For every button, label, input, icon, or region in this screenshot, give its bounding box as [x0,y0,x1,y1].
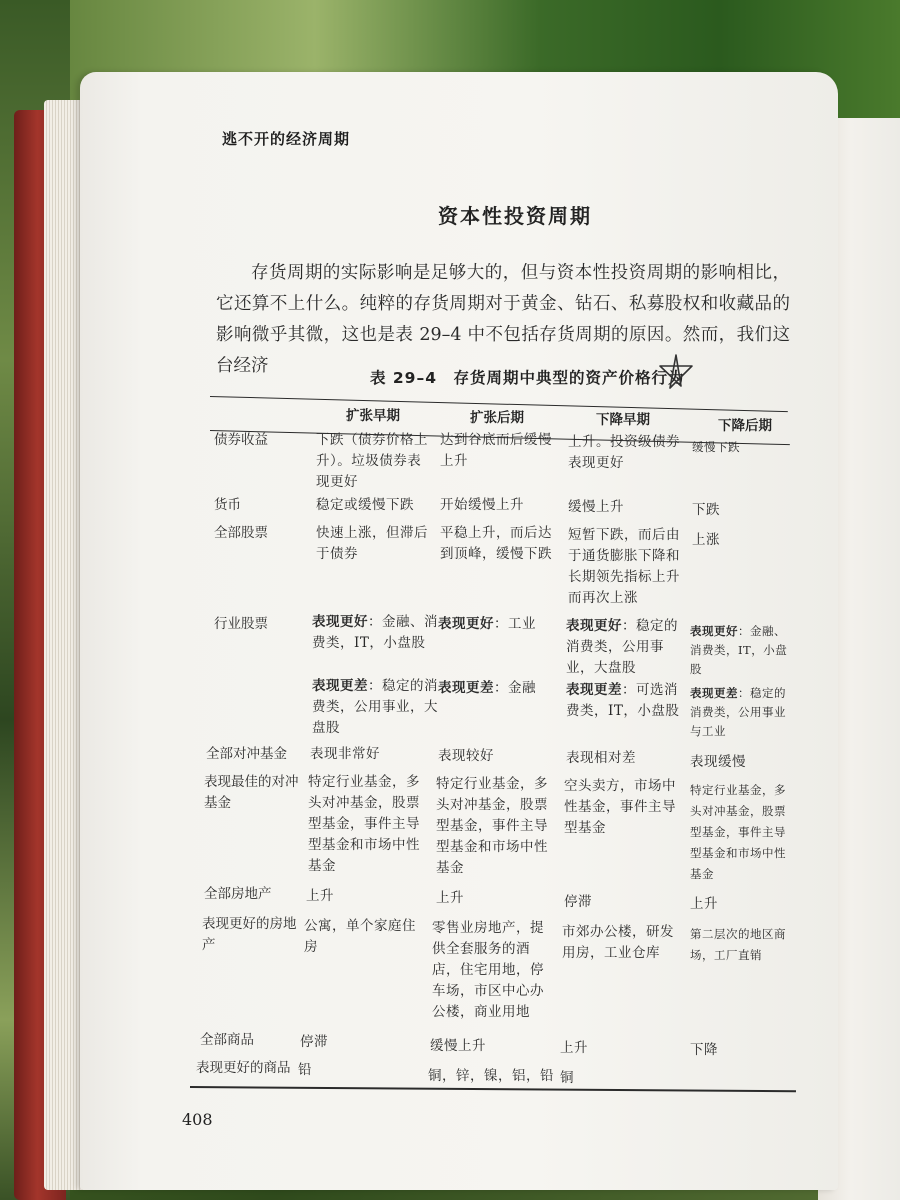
header-late-expansion: 扩张后期 [470,410,524,426]
value-better: 工业 [508,616,536,632]
cell-realestate-late-expansion: 上升 [436,890,464,906]
cell-better-re-early-expansion: 公寓，单个家庭住房 [304,918,416,955]
cell-sector-worse-early-decline: 表现更差：可选消费类，IT，小盘股 [566,682,680,719]
label-better: 表现更好 [690,624,738,638]
value-better: 金融、消费类，IT，小盘股 [690,624,788,676]
row-label-currency: 货币 [214,497,241,513]
hand-drawn-star-icon [656,352,696,392]
cell-sector-worse-late-decline: 表现更差：稳定的消费类，公用事业与工业 [690,686,786,738]
row-label-better-real-estate: 表现更好的房地产 [202,916,297,953]
cell-hedge-early-expansion: 表现非常好 [310,746,380,762]
cell-realestate-late-decline: 上升 [690,896,718,912]
cell-sector-better-late-decline: 表现更好：金融、消费类，IT，小盘股 [690,624,788,676]
label-better: 表现更好 [312,614,368,630]
cell-currency-early-decline: 缓慢上升 [568,499,624,515]
label-worse: 表现更差 [566,682,622,698]
cell-best-hedge-late-expansion: 特定行业基金，多头对冲基金，股票型基金，事件主导型基金和市场中性基金 [436,776,548,876]
cell-sector-better-early-expansion: 表现更好：金融、消费类，IT，小盘股 [312,614,438,651]
cell-realestate-early-expansion: 上升 [306,888,334,904]
cell-sector-worse-late-expansion: 表现更差：金融 [438,680,536,696]
cell-commodities-early-decline: 上升 [560,1040,588,1056]
cell-stocks-late-decline: 上涨 [692,532,720,548]
cell-bond-early-decline: 上升。投资级债券表现更好 [568,434,680,471]
label-worse: 表现更差 [438,680,494,696]
header-early-expansion: 扩张早期 [346,408,400,424]
header-early-decline: 下降早期 [596,412,650,428]
cell-better-commodities-early-expansion: 铅 [298,1062,312,1078]
value-worse: 金融 [508,680,536,696]
row-label-all-commodities: 全部商品 [200,1032,254,1048]
cell-better-re-early-decline: 市郊办公楼，研发用房，工业仓库 [562,924,674,961]
cell-bond-late-expansion: 达到谷底而后缓慢上升 [440,432,552,469]
row-label-best-hedge-funds: 表现最佳的对冲基金 [204,774,299,811]
cell-stocks-early-expansion: 快速上涨，但滞后于债券 [316,525,428,562]
label-better: 表现更好 [566,618,622,634]
cell-sector-better-late-expansion: 表现更好：工业 [438,616,536,632]
row-label-bond-yield: 债券收益 [214,432,268,448]
cell-currency-early-expansion: 稳定或缓慢下跌 [316,497,414,513]
header-late-decline: 下降后期 [718,418,772,434]
row-label-all-stocks: 全部股票 [214,525,268,541]
cell-currency-late-expansion: 开始缓慢上升 [440,497,524,513]
row-label-all-real-estate: 全部房地产 [204,886,272,902]
running-head: 逃不开的经济周期 [222,130,351,148]
value-worse: 可选消费类，IT，小盘股 [566,682,680,719]
cell-realestate-early-decline: 停滞 [564,894,592,910]
table-caption: 表 29–4 存货周期中典型的资产价格行为 [370,369,685,387]
cell-sector-worse-early-expansion: 表现更差：稳定的消费类，公用事业，大盘股 [312,678,438,736]
label-worse: 表现更差 [312,678,368,694]
cell-bond-late-decline: 缓慢下跌 [692,440,740,454]
label-worse: 表现更差 [690,686,738,700]
cell-commodities-late-decline: 下降 [690,1042,718,1058]
value-better: 金融、消费类，IT，小盘股 [312,614,438,651]
body-paragraph: 存货周期的实际影响是足够大的，但与资本性投资周期的影响相比，它还算不上什么。纯粹的存货周期对于黄金、钻石、私募股权和收藏品的影响微乎其微，这也是表 29–4 中不包括存货周期的原因。然而，我们这台经济 [216,263,790,376]
cell-hedge-early-decline: 表现相对差 [566,750,636,766]
cell-bond-early-expansion: 下跌（债券价格上升）。垃圾债券表现更好 [316,432,428,490]
row-label-better-commodities: 表现更好的商品 [196,1060,291,1076]
value-worse: 稳定的消费类，公用事业与工业 [690,686,786,738]
row-label-all-hedge-funds: 全部对冲基金 [206,746,287,762]
cell-commodities-late-expansion: 缓慢上升 [430,1038,486,1054]
page-number: 408 [182,1110,213,1129]
section-title: 资本性投资周期 [438,204,592,228]
cell-stocks-early-decline: 短暂下跌，而后由于通货膨胀下降和长期领先指标上升而再次上涨 [568,527,680,606]
cell-currency-late-decline: 下跌 [692,502,720,518]
cell-stocks-late-expansion: 平稳上升，而后达到顶峰，缓慢下跌 [440,525,552,562]
cell-best-hedge-late-decline: 特定行业基金，多头对冲基金，股票型基金，事件主导型基金和市场中性基金 [690,783,786,881]
value-worse: 稳定的消费类，公用事业，大盘股 [312,678,438,736]
cell-better-re-late-expansion: 零售业房地产，提供全套服务的酒店，住宅用地，停车场，市区中心办公楼，商业用地 [432,920,544,1020]
cell-hedge-late-decline: 表现缓慢 [690,754,746,770]
cell-better-commodities-early-decline: 铜 [560,1070,574,1086]
cell-better-commodities-late-expansion: 铜，锌，镍，铝，铅 [428,1068,554,1084]
value-better: 稳定的消费类，公用事业，大盘股 [566,618,678,676]
cell-best-hedge-early-expansion: 特定行业基金，多头对冲基金，股票型基金，事件主导型基金和市场中性基金 [308,774,420,874]
cell-commodities-early-expansion: 停滞 [300,1034,328,1050]
row-label-sector-stocks: 行业股票 [214,616,268,632]
cell-better-re-late-decline: 第二层次的地区商场，工厂直销 [690,927,786,962]
cell-hedge-late-expansion: 表现较好 [438,748,494,764]
cell-sector-better-early-decline: 表现更好：稳定的消费类，公用事业，大盘股 [566,618,678,676]
cell-best-hedge-early-decline: 空头卖方，市场中性基金，事件主导型基金 [564,778,676,836]
label-better: 表现更好 [438,616,494,632]
